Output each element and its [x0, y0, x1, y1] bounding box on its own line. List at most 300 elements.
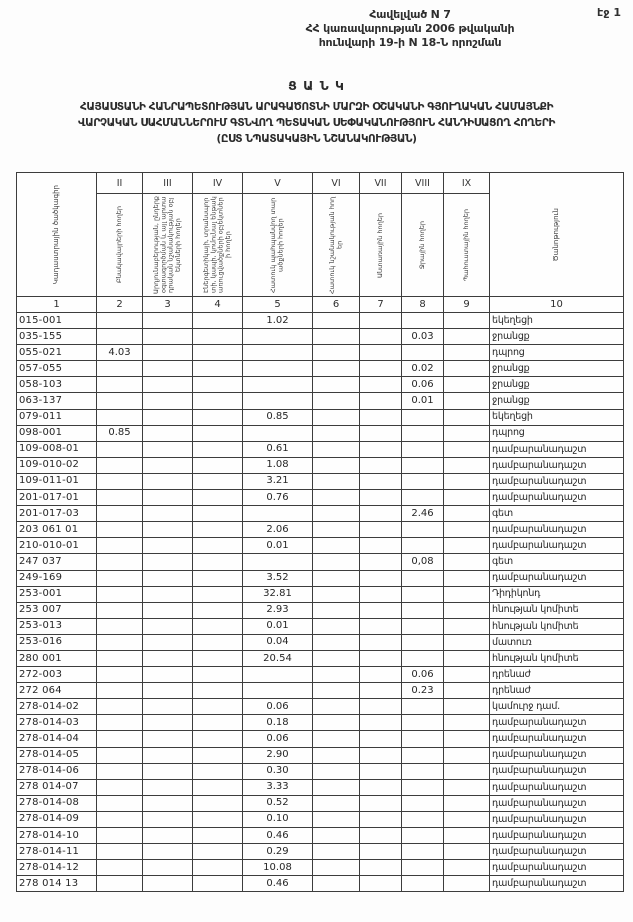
cell-note: դամբարանադաշտ [490, 570, 624, 586]
table-row [17, 554, 624, 570]
cell-code: 201-017-03 [17, 506, 97, 522]
cell-value [360, 473, 402, 489]
cell-value [360, 425, 402, 441]
cell-note: դպրոց [490, 425, 624, 441]
cell-value [193, 634, 243, 650]
cell-value [97, 554, 143, 570]
appendix-line: ՀՀ կառավարության 2006 թվականի [305, 21, 515, 35]
cell-value [360, 457, 402, 473]
cell-value [193, 876, 243, 892]
cell-value: 2.90 [243, 747, 313, 763]
cell-value: 32.81 [243, 586, 313, 602]
cell-value [360, 554, 402, 570]
cell-value [360, 828, 402, 844]
cell-value [360, 361, 402, 377]
cell-value [402, 828, 444, 844]
cell-value [243, 683, 313, 699]
appendix-reference [245, 8, 575, 49]
column-header-VI [313, 194, 360, 297]
cell-note: դամբարանադաշտ [490, 473, 624, 489]
column-number: 3 [143, 297, 193, 313]
cell-value [444, 425, 490, 441]
subtitle-line: ՎԱՐՉԱԿԱՆ ՍԱՀՄԱՆՆԵՐՈՒՄ ԳՏՆՎՈՂ ՊԵՏԱԿԱՆ ՍԵՓԱԿԱՆՈՒԹՅՈՒՆ ՀԱՆԴԻՍԱՑՈՂ ՀՈՂԵՐԻ [78, 116, 555, 129]
cell-code: 253-001 [17, 586, 97, 602]
cell-value [313, 779, 360, 795]
cell-value [143, 715, 193, 731]
column-roman-IV: IV [193, 173, 243, 194]
column-number: 4 [193, 297, 243, 313]
cell-value [360, 779, 402, 795]
cell-code: 058-103 [17, 377, 97, 393]
cell-note: մատուռ [490, 634, 624, 650]
cell-value [143, 763, 193, 779]
cell-value [444, 860, 490, 876]
cell-value [444, 634, 490, 650]
cell-value [143, 667, 193, 683]
cell-code: 249-169 [17, 570, 97, 586]
cell-value [360, 409, 402, 425]
cell-code: 278-014-04 [17, 731, 97, 747]
cell-note: ջրանցք [490, 361, 624, 377]
cell-value [143, 409, 193, 425]
cell-value [402, 844, 444, 860]
cell-value: 2.06 [243, 522, 313, 538]
cell-value: 0.02 [402, 361, 444, 377]
cell-value [402, 634, 444, 650]
cell-value [313, 828, 360, 844]
column-label: Անտառային հողեր [375, 212, 384, 278]
cell-value [97, 844, 143, 860]
table-row [17, 699, 624, 715]
cell-note: դամբարանադաշտ [490, 522, 624, 538]
cell-code: 203 061 01 [17, 522, 97, 538]
column-number: 9 [444, 297, 490, 313]
cell-value: 0,08 [402, 554, 444, 570]
cell-code: 280 001 [17, 650, 97, 666]
cell-value [243, 361, 313, 377]
cell-value [97, 329, 143, 345]
cell-code: 109-008-01 [17, 441, 97, 457]
cell-note: դամբարանադաշտ [490, 844, 624, 860]
cell-value [193, 393, 243, 409]
cell-value [243, 329, 313, 345]
cell-value [97, 490, 143, 506]
cell-value [360, 876, 402, 892]
cell-value [243, 425, 313, 441]
cell-value [444, 506, 490, 522]
cell-value [143, 522, 193, 538]
cell-note: դամբարանադաշտ [490, 811, 624, 827]
cell-value [193, 329, 243, 345]
cell-value [143, 634, 193, 650]
cell-value [193, 425, 243, 441]
table-row [17, 345, 624, 361]
cell-value [97, 779, 143, 795]
cell-value [97, 667, 143, 683]
cell-value [313, 683, 360, 699]
cell-value [444, 329, 490, 345]
cell-value [313, 699, 360, 715]
cell-note: դամբարանադաշտ [490, 828, 624, 844]
document-subtitle [0, 100, 633, 147]
cell-value [193, 377, 243, 393]
cell-value [97, 602, 143, 618]
cell-note: դամբարանադաշտ [490, 538, 624, 554]
cell-value [444, 345, 490, 361]
cell-value [193, 747, 243, 763]
cell-value [444, 618, 490, 634]
cell-value [360, 844, 402, 860]
cell-value [444, 844, 490, 860]
column-header-code-label: Կադաստրային ծածկագիր [51, 184, 60, 285]
cell-note: կամուրջ դամ. [490, 699, 624, 715]
table-row [17, 795, 624, 811]
column-header-III [143, 194, 193, 297]
cell-value [143, 377, 193, 393]
column-roman-II: II [97, 173, 143, 194]
cell-value [444, 715, 490, 731]
cell-code: 247 037 [17, 554, 97, 570]
cell-value [143, 876, 193, 892]
cell-value [243, 554, 313, 570]
document-title: Ց Ա Ն Կ [288, 78, 345, 93]
cell-value [143, 345, 193, 361]
cell-value [313, 377, 360, 393]
cell-value [360, 699, 402, 715]
cell-value [143, 779, 193, 795]
column-label: Հատուկ նշանակության հողեր [327, 196, 343, 294]
cell-value: 0.01 [243, 618, 313, 634]
cell-value [143, 361, 193, 377]
cell-value [313, 313, 360, 329]
cell-value: 0.06 [402, 377, 444, 393]
cell-code: 272 064 [17, 683, 97, 699]
cell-value [143, 473, 193, 489]
cell-code: 098-001 [17, 425, 97, 441]
cell-value [193, 795, 243, 811]
cell-value [402, 795, 444, 811]
table-row [17, 715, 624, 731]
table-row [17, 683, 624, 699]
cell-value [360, 650, 402, 666]
cell-code: 278-014-06 [17, 763, 97, 779]
cell-value [360, 715, 402, 731]
cell-code: 278-014-05 [17, 747, 97, 763]
cell-code: 210-010-01 [17, 538, 97, 554]
cell-note: դամբարանադաշտ [490, 876, 624, 892]
cell-value: 0.85 [243, 409, 313, 425]
cell-value [444, 699, 490, 715]
cell-value [444, 586, 490, 602]
table-row [17, 779, 624, 795]
cell-value [313, 490, 360, 506]
column-label: Հատուկ պահպանվող տարածքների հողեր [269, 197, 285, 293]
cell-value [143, 586, 193, 602]
cell-value [143, 393, 193, 409]
cell-value: 0.06 [402, 667, 444, 683]
cell-value [313, 747, 360, 763]
cell-value: 0.10 [243, 811, 313, 827]
cell-value [193, 683, 243, 699]
cell-value [97, 828, 143, 844]
cell-code: 278-014-10 [17, 828, 97, 844]
cell-value [402, 586, 444, 602]
cell-value [313, 811, 360, 827]
cell-code: 253 007 [17, 602, 97, 618]
cell-value [444, 811, 490, 827]
land-table [16, 172, 624, 892]
cell-value [444, 683, 490, 699]
cell-value [193, 570, 243, 586]
cell-value [313, 457, 360, 473]
cell-value [360, 618, 402, 634]
cell-value [97, 473, 143, 489]
cell-value [143, 795, 193, 811]
table-row [17, 361, 624, 377]
cell-value [193, 667, 243, 683]
cell-value [360, 634, 402, 650]
cell-value [313, 763, 360, 779]
cell-value [97, 506, 143, 522]
cell-value [143, 731, 193, 747]
cell-value [444, 650, 490, 666]
cell-value [243, 393, 313, 409]
table-row [17, 425, 624, 441]
cell-value [360, 490, 402, 506]
cell-value: 0.85 [97, 425, 143, 441]
cell-code: 278-014-08 [17, 795, 97, 811]
column-number: 10 [490, 297, 624, 313]
cell-value [313, 650, 360, 666]
cell-value [444, 393, 490, 409]
cell-value: 0.23 [402, 683, 444, 699]
cell-value [143, 844, 193, 860]
cell-value [143, 860, 193, 876]
cell-value [143, 313, 193, 329]
cell-value [444, 747, 490, 763]
cell-note: դամբարանադաշտ [490, 490, 624, 506]
cell-value [97, 522, 143, 538]
cell-value [402, 779, 444, 795]
cell-value [97, 860, 143, 876]
column-label: Ջրային հողեր [417, 220, 426, 270]
cell-value [193, 763, 243, 779]
page-number: էջ 1 [597, 6, 621, 19]
cell-value [193, 844, 243, 860]
cell-code: 278 014-07 [17, 779, 97, 795]
cell-value [243, 506, 313, 522]
cell-value: 1.08 [243, 457, 313, 473]
column-header-IX [444, 194, 490, 297]
table-row [17, 473, 624, 489]
cell-note: եկեղեցի [490, 409, 624, 425]
cell-value [360, 522, 402, 538]
cell-value: 20.54 [243, 650, 313, 666]
cell-value [444, 570, 490, 586]
cell-code: 079-011 [17, 409, 97, 425]
cell-note: դամբարանադաշտ [490, 731, 624, 747]
cell-value [313, 425, 360, 441]
column-number: 8 [402, 297, 444, 313]
cell-value [402, 860, 444, 876]
appendix-line: հունվարի 19-ի N 18-Ն որոշման [318, 35, 502, 49]
cell-value [360, 602, 402, 618]
cell-note: դրենաժ [490, 667, 624, 683]
cell-code: 278-014-03 [17, 715, 97, 731]
cell-value [143, 747, 193, 763]
cell-value [360, 795, 402, 811]
cell-value [193, 345, 243, 361]
cell-value [193, 618, 243, 634]
column-roman-III: III [143, 173, 193, 194]
table-row [17, 618, 624, 634]
table-row [17, 329, 624, 345]
cell-value [97, 377, 143, 393]
cell-value [313, 634, 360, 650]
cell-note: դամբարանադաշտ [490, 747, 624, 763]
cell-value [313, 731, 360, 747]
cell-value: 0.46 [243, 876, 313, 892]
cell-value [444, 377, 490, 393]
table-body [17, 313, 624, 892]
cell-value [313, 586, 360, 602]
cell-value [360, 763, 402, 779]
table-row [17, 747, 624, 763]
cell-value [444, 490, 490, 506]
cell-value [313, 844, 360, 860]
cell-value [193, 313, 243, 329]
cell-value [243, 377, 313, 393]
column-label: Պահուստային հողեր [461, 208, 470, 282]
cell-note: դպրոց [490, 345, 624, 361]
cell-value [402, 490, 444, 506]
cell-value [402, 570, 444, 586]
cell-value [193, 699, 243, 715]
cell-value [97, 747, 143, 763]
cell-value [402, 473, 444, 489]
table-row [17, 828, 624, 844]
table-row [17, 667, 624, 683]
cell-value [360, 538, 402, 554]
cell-value [313, 876, 360, 892]
cell-value [402, 618, 444, 634]
cell-value [402, 811, 444, 827]
cell-value [313, 618, 360, 634]
cell-value: 0.06 [243, 699, 313, 715]
column-header-VIII [402, 194, 444, 297]
cell-note: դամբարանադաշտ [490, 795, 624, 811]
column-roman-VI: VI [313, 173, 360, 194]
cell-value [193, 715, 243, 731]
column-header-code [17, 173, 97, 297]
cell-value: 2.93 [243, 602, 313, 618]
cell-value [97, 618, 143, 634]
cell-value [360, 731, 402, 747]
cell-value: 0.61 [243, 441, 313, 457]
cell-value [193, 586, 243, 602]
cell-code: 253-016 [17, 634, 97, 650]
cell-value: 3.33 [243, 779, 313, 795]
cell-value [402, 538, 444, 554]
cell-value [313, 409, 360, 425]
cell-note: ջրանցք [490, 377, 624, 393]
cell-value [193, 731, 243, 747]
cell-value: 0.46 [243, 828, 313, 844]
cell-value [360, 860, 402, 876]
table-row [17, 538, 624, 554]
cell-value [143, 457, 193, 473]
cell-note: դամբարանադաշտ [490, 457, 624, 473]
cell-value [97, 811, 143, 827]
column-roman-VIII: VIII [402, 173, 444, 194]
cell-note: դամբարանադաշտ [490, 860, 624, 876]
cell-note: դամբարանադաշտ [490, 715, 624, 731]
cell-value: 0.04 [243, 634, 313, 650]
cell-value [360, 329, 402, 345]
cell-value [360, 683, 402, 699]
table-row [17, 377, 624, 393]
cell-value: 0.18 [243, 715, 313, 731]
cell-value [360, 747, 402, 763]
cell-value [444, 361, 490, 377]
table-row [17, 763, 624, 779]
cell-value [444, 457, 490, 473]
cell-value [143, 441, 193, 457]
subtitle-line: (ԸՍՏ ՆՊԱՏԱԿԱՅԻՆ ՆՇԱՆԱԿՈՒԹՅԱՆ) [216, 132, 417, 145]
cell-value: 3.52 [243, 570, 313, 586]
column-header-V [243, 194, 313, 297]
cell-note: հնության կոմիտե [490, 602, 624, 618]
cell-value [402, 731, 444, 747]
cell-note: գետ [490, 506, 624, 522]
cell-value [444, 828, 490, 844]
cell-code: 278-014-11 [17, 844, 97, 860]
cell-value [143, 618, 193, 634]
cell-note: հնության կոմիտե [490, 650, 624, 666]
cell-value [193, 506, 243, 522]
cell-note: դամբարանադաշտ [490, 779, 624, 795]
cell-value [360, 667, 402, 683]
cell-value [402, 441, 444, 457]
cell-value [402, 425, 444, 441]
cell-code: 253-013 [17, 618, 97, 634]
cell-value [444, 313, 490, 329]
cell-value [444, 795, 490, 811]
cell-value: 0.29 [243, 844, 313, 860]
cell-code: 201-017-01 [17, 490, 97, 506]
table-row [17, 490, 624, 506]
cell-value [402, 650, 444, 666]
cell-value [97, 586, 143, 602]
cell-value [444, 538, 490, 554]
cell-value [360, 506, 402, 522]
cell-value [313, 860, 360, 876]
cell-note: դամբարանադաշտ [490, 441, 624, 457]
column-roman-VII: VII [360, 173, 402, 194]
cell-value [97, 313, 143, 329]
cell-value [313, 554, 360, 570]
cell-value [97, 650, 143, 666]
cell-note: դրենաժ [490, 683, 624, 699]
cell-code: 278-014-09 [17, 811, 97, 827]
cell-value [402, 763, 444, 779]
cell-value [444, 763, 490, 779]
cell-value [402, 313, 444, 329]
column-header-VII [360, 194, 402, 297]
cell-code: 035-155 [17, 329, 97, 345]
cell-note: Դիդիկոնդ [490, 586, 624, 602]
table-row [17, 506, 624, 522]
